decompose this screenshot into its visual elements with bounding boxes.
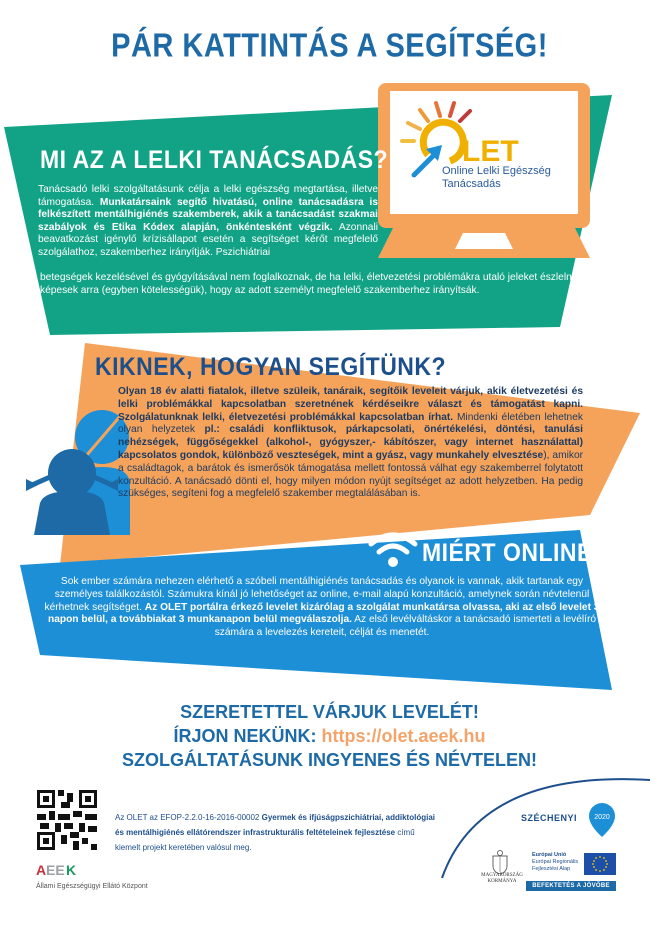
hungarian-government-label: MAGYARORSZÁG KORMÁNYA [481,873,523,884]
section-what-paragraph-continued: betegségek kezelésével és gyógyításával nem foglalkoznak, de ha lelki, életvezetési problémákra utaló jeleket észlelnek, képesek arra (egyben kötelességük), hogy az adott személyt megfelelő szakemberhez irányítsák. [40,272,586,296]
svg-text:K: K [66,862,77,878]
section-what-paragraph: Tanácsadó lelki szolgáltatásunk célja a lelki egészség megtartása, illetve támogatása. Munkatársaink segítő hivatású, online tanácsadásra is felkészített mentálhigiénés szakemberek, akik a tanácsadást szakmai szabályok és Etika Kódex alapján, önkéntesként végzik. Azonnali beavatkozást igénylő krízisállapot esetén a segítséget kérőt megfelelő szolgálathoz, szakemberhez irányítják. Pszichiátriai [38,184,378,258]
coat-of-arms-icon [490,850,510,874]
eu-fund-label: Európai Unió Európai Regionális Fejlesztési Alap [532,852,579,872]
section-heading-what: MI AZ A LELKI TANÁCSADÁS? [40,145,389,174]
svg-text:2020: 2020 [594,814,610,821]
page-title: PÁR KATTINTÁS A SEGÍTSÉG! [111,27,548,65]
section-who-paragraph: Olyan 18 év alatti fiatalok, illetve szüleik, tanáraik, segítőik leveleit várjuk, akik életvezetési és lelki problémákkal kapcsolatban szeretnének kérdéseikre választ és támogatást kapni. Szolgálatunknak lelki, életvezetési problémákkal kapcsolatban írhat. Mindenki életében lehetnek olyan helyzetek pl.: családi konfliktusok, párkapcsolati, önértékelési, döntési, tanulási nehézségek, függőségekkel (alkohol-, gyógyszer,- kábítószer, vagy internet használattal) kapcsolatos gondok, különböző veszteségek, mint a gyász, vagy munkahely elvesztése), amikor a családtagok, a barátok és ismerősök támogatása mellett fontossá válhat egy szakemberrel folytatott konzultáció. A tanácsadó dönti el, hogy milyen módon nyújt segítséget az adott helyzetben. Ha pedig szükséges, segíteni fog a megfelelő szakember megtalálásában is. [118,386,583,500]
website-link[interactable]: https://olet.aeek.hu [321,726,486,746]
section-why-paragraph: Sok ember számára nehezen elérhető a szóbeli mentálhigiénés tanácsadás és olyanok is vannak, akik tartanak egy személyes találkozástól. Számukra kínál jó lehetőséget az online, e-mail alapú konzultáció, amelynek során névtelenül kérhetnek segítséget. Az OLET portálra érkező levelet kizárólag a szolgálat munkatársa olvassa, aki az első levelet 3 napon belül, a továbbiakat 3 munkanapon belül megválaszolja. Az első levélváltáskor a tanácsadó ismerteti a levélíró számára a levelezés kereteit, célját és menetét. [44,576,600,639]
olet-logo-subtitle: Online Lelki Egészség Tanácsadás [442,165,551,190]
cta-line-1: SZERETETTEL VÁRJUK LEVELÉT! [180,702,479,722]
cta-line-3: SZOLGÁLTATÁSUNK INGYENES ÉS NÉVTELEN! [121,750,538,770]
aeek-subtitle: Állami Egészségügyi Ellátó Központ [36,883,148,890]
szechenyi-pin-icon [589,803,615,837]
section-heading-who: KIKNEK, HOGYAN SEGÍTÜNK? [95,352,447,381]
svg-text:EE: EE [46,862,65,878]
svg-text:A: A [36,862,47,878]
aeek-logo [36,862,92,878]
section-heading-why: MIÉRT ONLINE? [422,538,608,567]
investment-banner: BEFEKTETÉS A JÖVŐBE [526,881,616,891]
eu-flag-icon [584,853,616,875]
two-people-icon [20,395,130,535]
project-info: Az OLET az EFOP-2.2.0-16-2016-00002 Gyermek és ifjúságpszichiátriai, addiktológiai és mentálhigiénés ellátórendszer infrastrukturális feltételeinek fejlesztése című kiemelt projekt keretében valósul meg. [115,813,435,852]
svg-text:LET: LET [462,135,519,168]
wifi-icon [368,530,418,570]
szechenyi-logo-text: SZÉCHENYI [521,813,578,823]
cta-line-2: ÍRJON NEKÜNK: https://olet.aeek.hu [173,726,486,746]
qr-code [37,790,97,850]
